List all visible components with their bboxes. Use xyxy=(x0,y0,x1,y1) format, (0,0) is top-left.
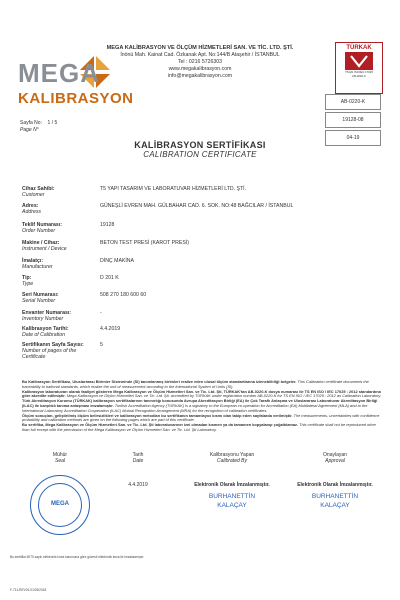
page-label-en: Page N° xyxy=(20,127,39,133)
company-web: www.megakalibrasyon.com xyxy=(168,66,232,72)
field-label: Tip: Type xyxy=(22,275,34,287)
field-label: Cihaz Sahibi: Customer xyxy=(22,186,55,198)
approval-signer-name: BURHANETTİN KALAÇAY xyxy=(311,493,359,509)
field-label: Teklif Numarası: Order Number xyxy=(22,222,62,234)
calibrated-by-heading: Kalibrasyonu Yapan Calibrated By xyxy=(209,452,255,464)
turkak-standard: TS EN ISO/IEC 17025 xyxy=(345,70,373,74)
date-heading: Tarih Date xyxy=(132,452,144,464)
page-title-en: CALIBRATION CERTIFICATE xyxy=(143,150,257,159)
field-label: Sertifikanın Sayfa Sayısı: Number of pages of the Certificate xyxy=(22,342,84,360)
date-code: 04-19 xyxy=(325,130,381,146)
field-value: D 201 K xyxy=(100,275,119,281)
company-stamp xyxy=(30,475,90,535)
field-value: DİNÇ MAKİNA xyxy=(100,258,135,264)
form-code: F-711-REV01-01/03/2018 xyxy=(10,588,47,592)
turkak-emblem-icon xyxy=(345,52,373,70)
approval-sig-note: Elektronik Olarak İmzalanmıştır. xyxy=(297,482,373,488)
field-value: 5 xyxy=(100,342,103,348)
field-label: Kalibrasyon Tarihi: Date of Calibration xyxy=(22,326,69,338)
footer-note: Bu sertifika 5070 sayılı elektronik imza kanununa göre güvenli elektronik imza ile imzalanmıştır. xyxy=(10,555,145,559)
field-label: İmalatçı: Manufacturer xyxy=(22,258,53,270)
field-label: Makine / Cihaz: Instrument / Device xyxy=(22,240,67,252)
approval-heading: Onaylayan Approval xyxy=(323,452,347,464)
stamp-text: MEGA xyxy=(51,501,69,507)
turkak-code: AB-0220-K xyxy=(352,74,366,79)
calibrated-signer-name: BURHANETTİN KALAÇAY xyxy=(208,493,256,509)
field-value: 4.4.2019 xyxy=(100,326,121,332)
turkak-badge xyxy=(335,42,383,94)
page-value: 1 / 5 xyxy=(47,120,58,126)
company-email: info@megakalibrasyon.com xyxy=(167,73,233,79)
logo-sub-text: KALIBRASYON xyxy=(18,90,134,107)
field-value: BETON TEST PRESİ (KAROT PRESİ) xyxy=(100,240,189,246)
company-address: İnönü Mah. Kainat Cad. Özkanak Apt. No:144/B Ataşehir / İSTANBUL xyxy=(120,52,280,58)
page-label-tr: Sayfa No: xyxy=(20,120,42,126)
company-phone: Tel : 0216 5726303 xyxy=(177,59,223,65)
traceability-paragraph: Bu Kalibrasyon Sertifikası, Uluslararası Birimler Sisteminde (SI) tanımlanmış birimleri realize eden ulusal ölçüm standartlarına izlenebilirliği belgeler. This Calibration certificate documents the traceability to national standards, which realize the unit of measurement according to the International System of Units (SI). Kalibrasyon laboratuvarı olarak faaliyet gösteren Mega Kalibrasyon ve Ölçüm Hizmetleri San. ve Tic. Ltd. Şti, TÜRKAK'tan AB-0220-K dosya numarası ile TS EN ISO / IEC 17025 : 2012 standardına göre akredite edilmiştir. Mega Kalibrasyon ve Ölçüm Hizmetleri San. ve Tic. Ltd. Şti. accredited by TÜRKAK under registration number AB-0220-K for TS EN ISO / IEC 17025 : 2012 as Calibration Laboratory. Türk Akreditasyon Kurumu (TÜRKAK) kalibrasyon sertifikalarının tanınırlığı konusunda Avrupa Akreditasyon Birliği (EA) ile Çok Taraflı Anlaşma ve Uluslararası Laboratuvar Akreditasyon Birliği (ILAC) ile karşılıklı tanıma anlaşması imzalamıştır. Turkish Accreditation Agency (TÜRKAK) is a signatory to the European co-operation for Accreditation (EA) Multilateral Agreement (MLA) and to the International Laboratory Accreditation Cooperation (ILAC) Mutual Recognition Arrangement (MRA) for the recognition of calibration certificates. Ölçüm sonuçları, geliştirilmiş ölçüm belirsizlikleri ve kalibrasyon metodları bu sertifikanın tamamlayıcı kısmı olan takip eden sayfalarda verilmiştir. The measurements, uncertainties with confidence probability and calibration methods are given on the following pages which are part of this certificate. Bu sertifika, Mega Kalibrasyon ve Ölçüm Hizmetleri San. ve Tic. Ltd. Şti laboratuvarının izni olmadan kısmen ya da tamamen kopyalanıp çoğaltılamaz. This certificate shall not be reproduced other than full except with the permission of the Mega Kalibrasyon ve Ölçüm Hizmetleri San. ve Tic. Ltd. Şti Laboratory. xyxy=(22,379,382,432)
page-number xyxy=(20,120,57,134)
field-value: 508 270 180 600 60 xyxy=(100,292,147,298)
company-info xyxy=(100,45,300,80)
page-title: KALİBRASYON SERTİFİKASI xyxy=(134,140,266,150)
calibrated-sig-note: Elektronik Olarak İmzalanmıştır. xyxy=(194,482,270,488)
field-value: - xyxy=(100,310,102,316)
company-name: MEGA KALİBRASYON VE ÖLÇÜM HİZMETLERİ SAN. VE TİC. LTD. ŞTİ. xyxy=(106,45,294,51)
field-label: Envanter Numarası: Inventory Number xyxy=(22,310,72,322)
field-value: T5 YAPI TASARIM VE LABORATUVAR HİZMETLERİ LTD. ŞTİ. xyxy=(100,186,247,192)
certificate-number: 19128-08 xyxy=(325,112,381,128)
date-value: 4.4.2019 xyxy=(128,482,148,488)
field-value: GÜNEŞLİ EVREN MAH. GÜLBAHAR CAD. 6. SOK. NO:48 BAĞCILAR / İSTANBUL xyxy=(100,203,294,209)
logo-main-text: MEGA xyxy=(18,58,100,88)
turkak-label: TÜRKAK xyxy=(346,45,372,51)
field-label: Adres: Address xyxy=(22,203,42,215)
seal-heading: Mühür Seal xyxy=(52,452,68,464)
field-value: 19128 xyxy=(100,222,115,228)
accreditation-number: AB-0220-K xyxy=(325,94,381,110)
field-label: Seri Numarası: Serial Number xyxy=(22,292,59,304)
